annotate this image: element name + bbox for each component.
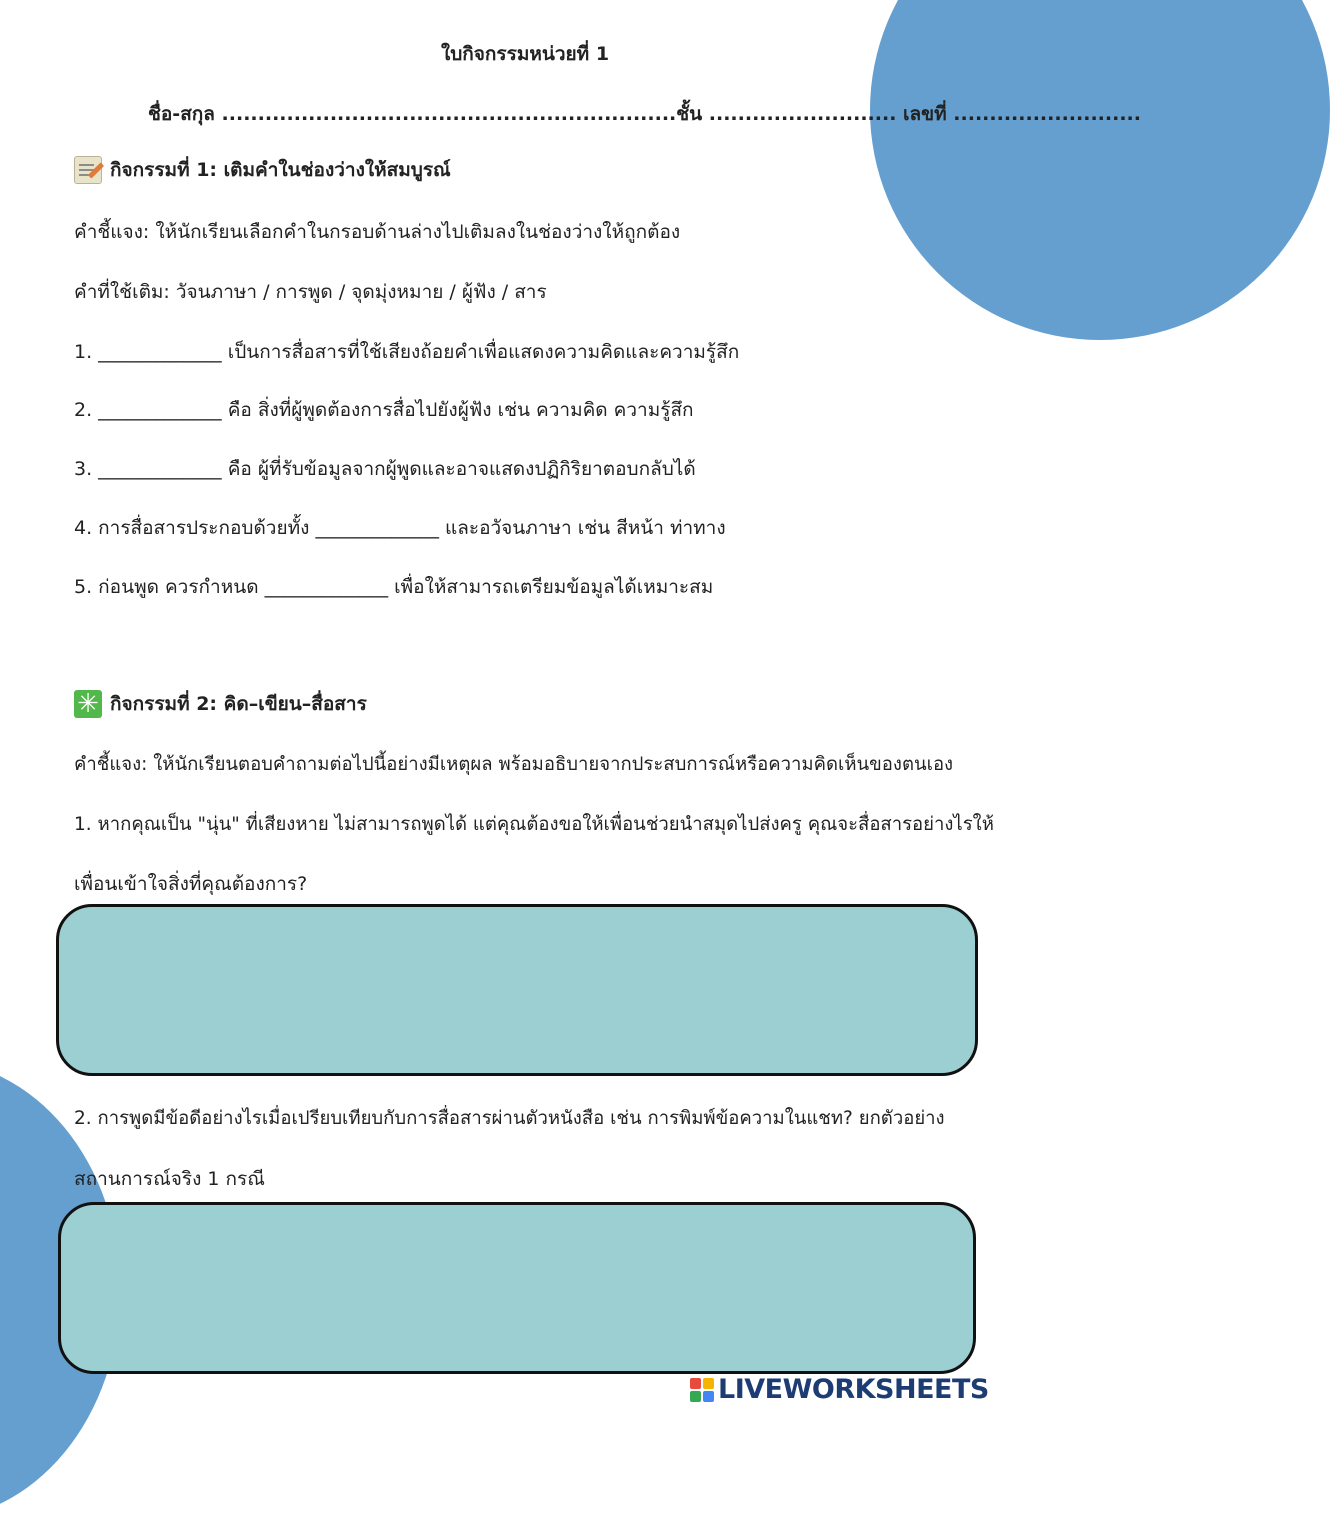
brand-text: LIVEWORKSHEETS [718, 1374, 989, 1405]
fill-item-1: 1. _____________ เป็นการสื่อสารที่ใช้เสียงถ้อยคำเพื่อแสดงความคิดและความรู้สึก [74, 341, 740, 363]
question1-line2: เพื่อนเข้าใจสิ่งที่คุณต้องการ? [74, 873, 308, 895]
question2-line2: สถานการณ์จริง 1 กรณี [74, 1168, 265, 1190]
fill-item-3: 3. _____________ คือ ผู้ที่รับข้อมูลจากผู้พูดและอาจแสดงปฏิกิริยาตอบกลับได้ [74, 458, 696, 480]
fill-item-2: 2. _____________ คือ สิ่งที่ผู้พูดต้องการสื่อไปยังผู้ฟัง เช่น ความคิด ความรู้สึก [74, 399, 694, 421]
fill-item-4: 4. การสื่อสารประกอบด้วยทั้ง _____________ และอวัจนภาษา เช่น สีหน้า ท่าทาง [74, 517, 726, 539]
activity2-instruction: คำชี้แจง: ให้นักเรียนตอบคำถามต่อไปนี้อย่างมีเหตุผล พร้อมอธิบายจากประสบการณ์หรือความคิดเห็นของตนเอง [74, 754, 954, 775]
activity2-heading [74, 690, 367, 718]
activity2-heading-text: กิจกรรมที่ 2: คิด–เขียน–สื่อสาร [110, 693, 367, 715]
word-bank: คำที่ใช้เติม: วัจนภาษา / การพูด / จุดมุ่งหมาย / ผู้ฟัง / สาร [74, 281, 547, 303]
page-title: ใบกิจกรรมหน่วยที่ 1 [440, 43, 610, 65]
answer-box-2[interactable] [58, 1202, 976, 1374]
activity1-heading-text: กิจกรรมที่ 1: เติมคำในช่องว่างให้สมบูรณ์ [110, 159, 451, 181]
sparkle-icon: ✳ [74, 690, 102, 718]
liveworksheets-brand [690, 1374, 989, 1405]
question1-line1: 1. หากคุณเป็น "นุ่น" ที่เสียงหาย ไม่สามารถพูดได้ แต่คุณต้องขอให้เพื่อนช่วยนำสมุดไปส่งครู คุณจะสื่อสารอย่างไรให้ [74, 814, 994, 835]
answer-box-1[interactable] [56, 904, 978, 1076]
memo-icon [74, 156, 102, 184]
question2-line1: 2. การพูดมีข้อดีอย่างไรเมื่อเปรียบเทียบกับการสื่อสารผ่านตัวหนังสือ เช่น การพิมพ์ข้อความในแชท? ยกตัวอย่าง [74, 1108, 945, 1129]
activity1-instruction: คำชี้แจง: ให้นักเรียนเลือกคำในกรอบด้านล่างไปเติมลงในช่องว่างให้ถูกต้อง [74, 221, 681, 243]
activity1-heading [74, 156, 451, 184]
name-class-number-line: ชื่อ-สกุล ...............................................................ชั้น .......................... เลขที่ .......................... [148, 103, 1141, 125]
fill-item-5: 5. ก่อนพูด ควรกำหนด _____________ เพื่อให้สามารถเตรียมข้อมูลได้เหมาะสม [74, 576, 714, 598]
brand-logo-icon [690, 1378, 714, 1402]
